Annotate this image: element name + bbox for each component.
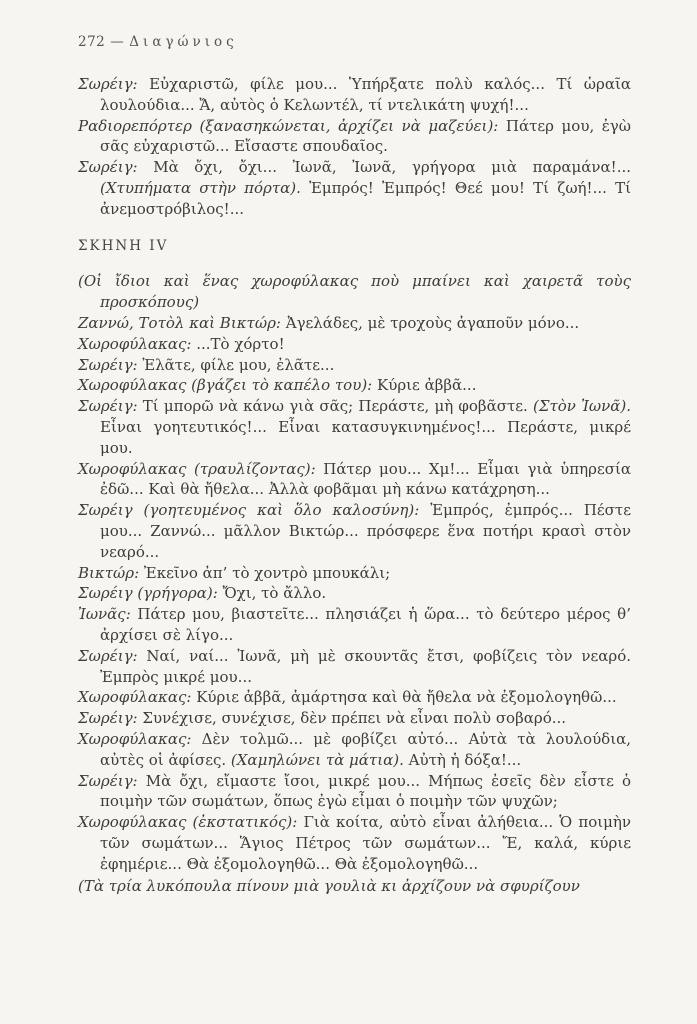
dialogue-text: Μὰ ὄχι, ὄχι... Ἰωνᾶ, Ἰωνᾶ, γρήγορα μιὰ παραμάνα!... (137, 158, 631, 177)
stage-direction: (Στὸν Ἰωνᾶ). (532, 397, 631, 416)
speaker-label: Σωρέιγ (γρήγορα): (78, 584, 218, 603)
page-content (78, 74, 631, 897)
dialogue-text: Πάτερ μου, βιαστεῖτε... πλησιάζει ἡ ὥρα... τὸ δεύτερο μέρος θ’ ἀρχίσει σὲ λίγο... (100, 605, 631, 644)
dialogue-paragraph (78, 583, 631, 604)
dialogue-text: Μὰ ὄχι, εἴμαστε ἴσοι, μικρέ μου... Μήπως ἐσεῖς δὲν εἶστε ὁ ποιμὴν τῶν σωμάτων, ὅπως ἐγὼ εἶμαι ὁ ποιμὴν τῶν ψυχῶν; (100, 771, 631, 811)
speaker-label: Ζαννώ, Τοτὸλ καὶ Βικτώρ: (78, 313, 281, 332)
stage-direction: (Οἱ ἴδιοι καὶ ἕνας χωροφύλακας ποὺ μπαίνει καὶ χαιρετᾶ τοὺς προσκόπους) (78, 272, 631, 312)
header-separator: — (110, 34, 125, 50)
dialogue-text: Κύριε ἀββᾶ... (372, 376, 477, 395)
dialogue-paragraph (78, 708, 631, 729)
scene-heading: ΣΚΗΝΗ IV (78, 237, 169, 254)
dialogue-text: Ἐμπρός! Ἐμπρός! Θεέ μου! Τί ζωή!... Τί ἀνεμοστρόβιλος!... (100, 178, 631, 218)
speaker-label: Χωροφύλακας: (78, 688, 192, 707)
dialogue-text: Εὐχαριστῶ, φίλε μου... Ὑπήρξατε πολὺ καλός... Τί ὡραῖα λουλούδια... Ἄ, αὐτὸς ὁ Κελωντέλ, τί ντελικάτη ψυχή!... (100, 75, 631, 114)
dialogue-paragraph (78, 771, 631, 813)
dialogue-text: Ἐμπρός, ἐμπρός... Πέστε μου... Ζαννώ... μᾶλλον Βικτώρ... πρόσφερε ἕνα ποτήρι κρασὶ στὸν νεαρό... (100, 501, 631, 561)
dialogue-text: Δὲν τολμῶ... μὲ φοβίζει αὐτό... Αὐτὰ τὰ λουλούδια, αὐτὲς οἱ ἀφίσες. (100, 729, 631, 769)
dialogue-paragraph (78, 646, 631, 688)
speaker-label: Βικτώρ: (78, 563, 140, 582)
dialogue-paragraph (78, 74, 631, 116)
dialogue-text: ...Τὸ χόρτο! (191, 334, 285, 353)
speaker-label: Σωρέιγ: (78, 75, 138, 93)
journal-title: Διαγώνιος (129, 34, 238, 50)
speaker-label: Ραδιορεπόρτερ (ξανασηκώνεται, ἀρχίζει νὰ μαζεύει): (78, 116, 499, 135)
dialogue-paragraph (78, 604, 631, 646)
dialogue-paragraph (78, 375, 631, 396)
speaker-label: Σωρέιγ: (78, 646, 138, 665)
speaker-label: Σωρέιγ: (78, 397, 138, 416)
dialogue-paragraph (78, 459, 631, 501)
dialogue-text: Ναί, ναί... Ἰωνᾶ, μὴ μὲ σκουντᾶς ἔτσι, φοβίζεις τὸν νεαρό. Ἐμπρὸς μικρέ μου... (100, 646, 631, 686)
dialogue-text: Ἐλᾶτε, φίλε μου, ἐλᾶτε... (137, 355, 335, 374)
speaker-label: Χωροφύλακας: (78, 334, 192, 353)
dialogue-paragraph (78, 687, 631, 708)
dialogue-paragraph (78, 355, 631, 376)
dialogue-paragraph (78, 157, 631, 219)
dialogue-text: Ἀγελάδες, μὲ τροχοὺς ἀγαποῦν μόνο... (280, 313, 580, 332)
stage-direction: (Χτυπήματα στὴν πόρτα). (100, 178, 301, 197)
stage-direction: (Τὰ τρία λυκόπουλα πίνουν μιὰ γουλιὰ κι ἀρχίζουν νὰ σφυρίζουν (78, 877, 580, 896)
speaker-label: Χωροφύλακας (ἐκστατικός): (78, 813, 298, 832)
speaker-label: Χωροφύλακας (τραυλίζοντας): (78, 459, 316, 478)
dialogue-text: Πάτερ μου... Χμ!... Εἶμαι γιὰ ὑπηρεσία ἐδῶ... Καὶ θὰ ἤθελα... Ἀλλὰ φοβᾶμαι μὴ κάνω κατάχρηση... (100, 459, 631, 499)
dialogue-paragraph (78, 313, 631, 334)
stage-direction: (Χαμηλώνει τὰ μάτια). (230, 750, 404, 769)
speaker-label: Σωρέιγ: (78, 158, 138, 177)
speaker-label: Σωρέιγ: (78, 709, 138, 728)
dialogue-text: Εἶναι γοητευτικός!... Εἶναι κατασυγκινημένος!... Περάστε, μικρέ μου. (100, 417, 631, 457)
stage-direction-paragraph (78, 271, 631, 313)
dialogue-text: Τί μπορῶ νὰ κάνω γιὰ σᾶς; Περάστε, μὴ φοβᾶστε. (137, 397, 533, 416)
dialogue-paragraph (78, 396, 631, 458)
speaker-label: Ἰωνᾶς: (78, 605, 131, 624)
dialogue-paragraph (78, 334, 631, 355)
dialogue-paragraph (78, 812, 631, 874)
dialogue-text: Κύριε ἀββᾶ, ἁμάρτησα καὶ θὰ ἤθελα νὰ ἐξομολογηθῶ... (191, 688, 617, 707)
dialogue-paragraph (78, 563, 631, 584)
speaker-label: Σωρέιγ (γοητευμένος καὶ ὅλο καλοσύνη): (78, 501, 420, 520)
dialogue-paragraph (78, 500, 631, 562)
dialogue-text: Ὄχι, τὸ ἄλλο. (217, 584, 327, 603)
stage-direction-paragraph (78, 876, 631, 897)
dialogue-text: Ἐκεῖνο ἀπ’ τὸ χοντρὸ μπουκάλι; (139, 563, 391, 582)
speaker-label: Χωροφύλακας: (78, 729, 192, 748)
dialogue-paragraph (78, 116, 631, 158)
speaker-label: Σωρέιγ: (78, 771, 138, 790)
dialogue-text: Πάτερ μου, ἐγὼ σᾶς εὐχαριστῶ... Εἴσαστε σπουδαῖος. (100, 116, 631, 156)
speaker-label: Χωροφύλακας (βγάζει τὸ καπέλο του): (78, 376, 373, 395)
dialogue-text: Αὐτὴ ἡ δόξα!... (403, 750, 522, 769)
page-number: 272 (78, 34, 106, 50)
page-header (78, 34, 631, 50)
speaker-label: Σωρέιγ: (78, 355, 138, 374)
dialogue-paragraph (78, 729, 631, 771)
dialogue-text: Γιὰ κοίτα, αὐτὸ εἶναι ἀλήθεια... Ὁ ποιμὴν τῶν σωμάτων... Ἅγιος Πέτρος τῶν σωμάτων... Ἔ, καλά, κύριε ἐφημέριε... Θὰ ἐξομολογηθῶ... Θὰ ἐξομολογηθῶ... (100, 813, 631, 873)
dialogue-text: Συνέχισε, συνέχισε, δὲν πρέπει νὰ εἶναι πολὺ σοβαρό... (137, 709, 567, 728)
